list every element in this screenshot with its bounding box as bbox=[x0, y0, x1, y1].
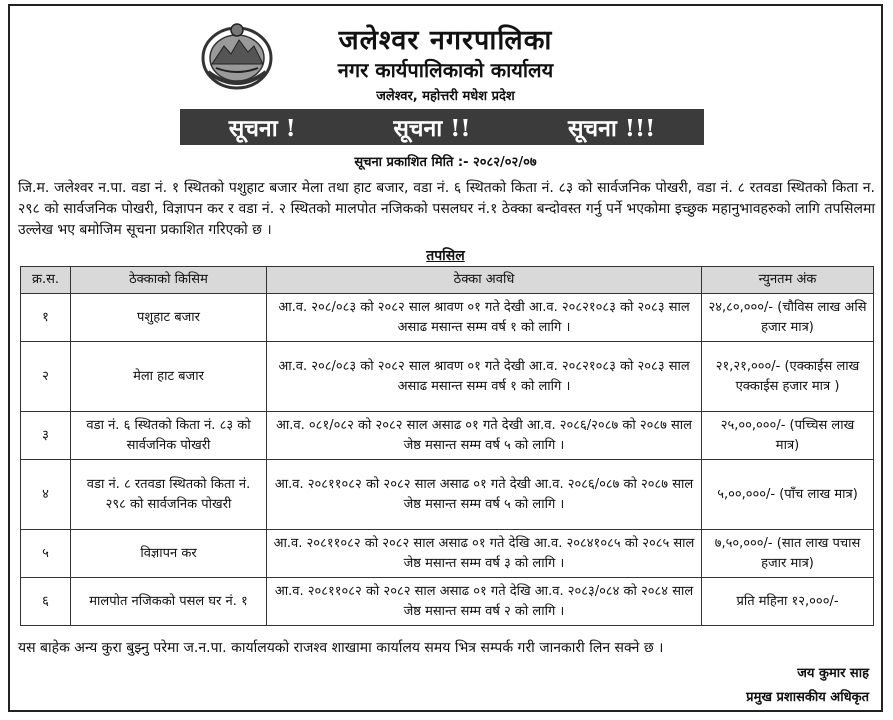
cell-period: आ.व. २०८/०८३ को २०८२ साल श्रावण ०१ गते देखी आ.व. २०८२१०८३ को २०८३ साल असाढ मसान्त सम्म वर्ष १ को लागि । bbox=[267, 342, 702, 412]
cell-type: वडा नं. ८ रतवडा स्थितको किता नं. २९८ को सार्वजनिक पोखरी bbox=[71, 460, 267, 530]
column-header-sn: क्र.स. bbox=[21, 267, 71, 294]
notice-banner bbox=[180, 109, 704, 145]
cell-period: आ.व. २०८/०८३ को २०८२ साल श्रावण ०१ गते देखी आ.व. २०८२१०८३ को २०८३ साल असाढ मसान्त सम्म वर्ष १ को लागि । bbox=[267, 294, 702, 342]
cell-sn: ६ bbox=[21, 578, 71, 626]
cell-period: आ.व. २०८११०८२ को २०८२ साल असाढ ०१ गते देखि आ.व. २०८३/०८४ को २०८४ साल जेष्ठ मसान्त सम्म वर्ष २ को लागि । bbox=[267, 578, 702, 626]
table-row bbox=[21, 412, 874, 460]
cell-type: वडा नं. ६ स्थितको किता नं. ८३ को सार्वजनिक पोखरी bbox=[71, 412, 267, 460]
notice-label: सूचना ! bbox=[228, 115, 296, 142]
table-row bbox=[21, 342, 874, 412]
cell-type: विज्ञापन कर bbox=[71, 530, 267, 578]
signatory-name: जय कुमार साह bbox=[797, 666, 869, 681]
table-row bbox=[21, 530, 874, 578]
cell-amount: २५,००,०००/- (पच्चिस लाख मात्र) bbox=[702, 412, 874, 460]
cell-sn: ४ bbox=[21, 460, 71, 530]
notice-page bbox=[8, 4, 883, 712]
cell-amount: प्रति महिना १२,०००/- bbox=[702, 578, 874, 626]
notice-label: सूचना !! bbox=[393, 115, 471, 142]
cell-period: आ.व. २०८११०८२ को २०८२ साल असाढ ०१ गते देखी आ.व. २०८६/०८७ को २०८७ साल जेष्ठ मसान्त सम्म वर्ष ५ को लागि । bbox=[267, 460, 702, 530]
cell-amount: ७,५०,०००/- (सात लाख पचास हजार मात्र) bbox=[702, 530, 874, 578]
cell-sn: ३ bbox=[21, 412, 71, 460]
cell-amount: २४,८०,०००/- (चौविस लाख असि हजार मात्र) bbox=[702, 294, 874, 342]
cell-type: पशुहाट बजार bbox=[71, 294, 267, 342]
cell-amount: २१,२१,०००/- (एक्काईस लाख एक्काईस हजार मात्र ) bbox=[702, 342, 874, 412]
org-address: जलेश्वर, महोत्तरी मधेश प्रदेश bbox=[376, 89, 515, 104]
notice-label: सूचना !!! bbox=[568, 115, 656, 142]
notice-body-text: जि.म. जलेश्वर न.पा. वडा नं. १ स्थितको पशुहाट बजार मेला तथा हाट बजार, वडा नं. ६ स्थितको किता नं. ८३ को सार्वजनिक पोखरी, वडा नं. ८ रतवडा स्थितको किता न. २९८ को सार्वजनिक पोखरी, विज्ञापन कर र वडा नं. २ स्थितको मालपोत नजिकको पसलघर नं.१ ठेक्का बन्दोवस्त गर्नु पर्ने भएकोमा इच्छुक महानुभावहरुको लागि तपसिलमा उल्लेख भए बमोजिम सूचना प्रकाशित गरिएको छ । bbox=[18, 180, 875, 238]
cell-sn: २ bbox=[21, 342, 71, 412]
column-header-amount: न्युनतम अंक bbox=[702, 267, 874, 294]
published-date: सूचना प्रकाशित मिति :- २०८२/०२/०७ bbox=[354, 155, 537, 170]
table-caption-text: तपसिल bbox=[426, 248, 465, 264]
table-caption bbox=[10, 246, 881, 265]
cell-period: आ.व. २०८११०८२ को २०८२ साल असाढ ०१ गते देखि आ.व. २०८४१०८५ को २०८५ साल जेष्ठ मसान्त सम्म वर्ष ३ को लागि । bbox=[267, 530, 702, 578]
table-header-row bbox=[21, 267, 874, 294]
table-row bbox=[21, 294, 874, 342]
column-header-period: ठेक्का अवधि bbox=[267, 267, 702, 294]
footer-note: यस बाहेक अन्य कुरा बुझ्नु परेमा ज.न.पा. कार्यालयको राजश्व शाखामा कार्यालय समय भित्र सम्पर्क गरी जानकारी लिन सक्ने छ । bbox=[18, 640, 664, 656]
cell-sn: १ bbox=[21, 294, 71, 342]
column-header-type: ठेक्काको किसिम bbox=[71, 267, 267, 294]
table-row bbox=[21, 460, 874, 530]
table-row bbox=[21, 578, 874, 626]
signatory-title: प्रमुख प्रशासकीय अधिकृत bbox=[746, 690, 869, 705]
org-subtitle: नगर कार्यपालिकाको कार्यालय bbox=[337, 58, 554, 82]
cell-period: आ.व. ०८१/०८२ को २०८२ साल असाढ ०१ गते देखी आ.व. २०८६/२०८७ को २०८७ साल जेष्ठ मसान्त सम्म वर्ष ५ को लागि । bbox=[267, 412, 702, 460]
cell-amount: ५,००,०००/- (पाँच लाख मात्र) bbox=[702, 460, 874, 530]
org-title: जलेश्वर नगरपालिका bbox=[338, 25, 553, 56]
contract-table bbox=[20, 266, 874, 626]
cell-sn: ५ bbox=[21, 530, 71, 578]
cell-type: मालपोत नजिकको पसल घर नं. १ bbox=[71, 578, 267, 626]
cell-type: मेला हाट बजार bbox=[71, 342, 267, 412]
